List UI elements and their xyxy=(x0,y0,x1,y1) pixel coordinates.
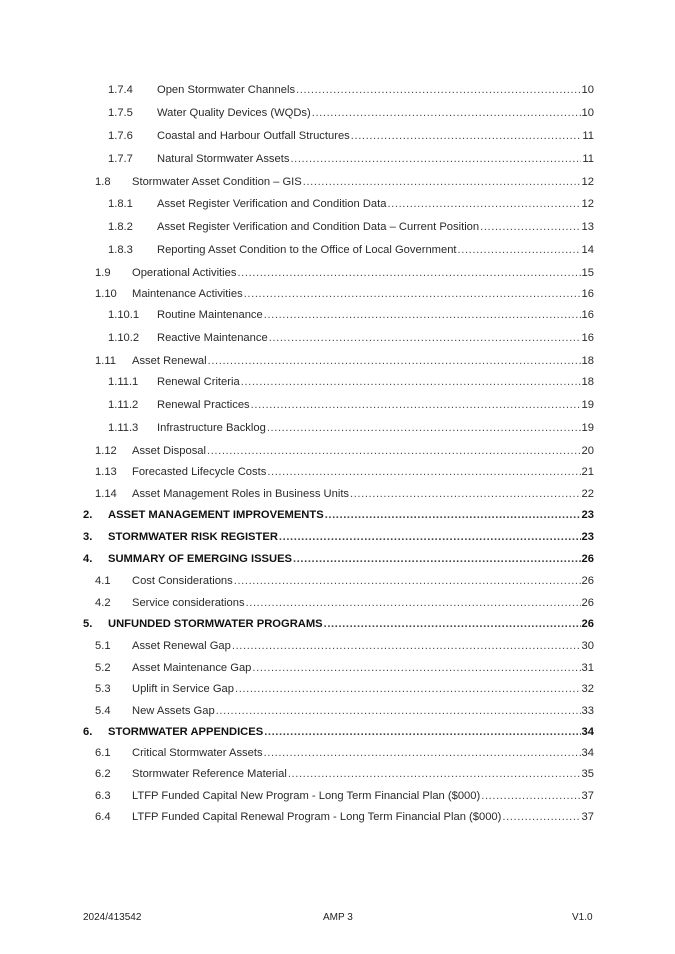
toc-entry-title: Reactive Maintenance xyxy=(157,332,268,344)
toc-entry[interactable] xyxy=(0,616,675,632)
toc-entry[interactable] xyxy=(0,420,675,436)
toc-entry-page: 26 xyxy=(581,575,594,587)
dot-leader xyxy=(252,660,580,676)
toc-entry-page: 12 xyxy=(581,198,594,210)
dot-leader xyxy=(269,330,581,346)
toc-entry-number: 1.7.7 xyxy=(108,153,133,165)
toc-entry-title: Routine Maintenance xyxy=(157,309,263,321)
toc-entry-page: 11 xyxy=(582,130,594,142)
toc-entry-number: 1.13 xyxy=(95,466,117,478)
toc-entry-page: 19 xyxy=(581,422,594,434)
toc-entry-number: 1.9 xyxy=(95,267,111,279)
toc-entry-page: 21 xyxy=(581,466,594,478)
toc-entry-title: Infrastructure Backlog xyxy=(157,422,266,434)
toc-entry-title: Cost Considerations xyxy=(132,575,233,587)
toc-entry[interactable] xyxy=(0,286,675,302)
toc-entry-number: 1.11.3 xyxy=(108,422,139,434)
dot-leader xyxy=(264,745,581,761)
toc-entry-title: STORMWATER APPENDICES xyxy=(108,726,264,738)
toc-entry[interactable] xyxy=(0,219,675,235)
toc-entry[interactable] xyxy=(0,464,675,480)
dot-leader xyxy=(244,286,581,302)
toc-entry-title: Asset Renewal xyxy=(132,355,207,367)
dot-leader xyxy=(290,151,581,167)
dot-leader xyxy=(288,766,581,782)
toc-entry[interactable] xyxy=(0,128,675,144)
dot-leader xyxy=(303,174,581,190)
toc-entry[interactable] xyxy=(0,330,675,346)
toc-entry[interactable] xyxy=(0,703,675,719)
toc-entry-title: Asset Register Verification and Condition Data – Current Position xyxy=(157,221,480,233)
toc-entry-title: Operational Activities xyxy=(132,267,237,279)
toc-entry-page: 10 xyxy=(581,84,594,96)
toc-entry-title: STORMWATER RISK REGISTER xyxy=(108,531,278,543)
toc-entry[interactable] xyxy=(0,265,675,281)
toc-entry-page: 12 xyxy=(581,176,594,188)
toc-entry-page: 19 xyxy=(581,399,594,411)
toc-entry-title: Renewal Criteria xyxy=(157,376,240,388)
toc-entry[interactable] xyxy=(0,82,675,98)
toc-entry-number: 5. xyxy=(83,618,93,630)
toc-entry-number: 2. xyxy=(83,509,93,521)
toc-entry-title: Coastal and Harbour Outfall Structures xyxy=(157,130,350,142)
toc-entry-number: 1.8.1 xyxy=(108,198,133,210)
toc-entry-title: Open Stormwater Channels xyxy=(157,84,296,96)
toc-entry-page: 33 xyxy=(581,705,594,717)
toc-entry-number: 1.8 xyxy=(95,176,111,188)
toc-entry-title: Asset Renewal Gap xyxy=(132,640,231,652)
toc-entry-number: 6.3 xyxy=(95,790,111,802)
toc-entry[interactable] xyxy=(0,105,675,121)
toc-entry-page: 13 xyxy=(581,221,594,233)
toc-entry[interactable] xyxy=(0,681,675,697)
toc-entry-number: 6.1 xyxy=(95,747,111,759)
toc-entry-title: Natural Stormwater Assets xyxy=(157,153,290,165)
toc-entry-page: 20 xyxy=(581,445,594,457)
toc-entry-page: 23 xyxy=(581,531,594,543)
dot-leader xyxy=(246,595,581,611)
toc-entry-page: 16 xyxy=(581,332,594,344)
toc-entry[interactable] xyxy=(0,638,675,654)
toc-entry-page: 34 xyxy=(581,726,594,738)
toc-entry-page: 10 xyxy=(581,107,594,119)
toc-entry-number: 1.10 xyxy=(95,288,117,300)
footer-document-id: 2024/413542 xyxy=(83,912,142,923)
toc-entry[interactable] xyxy=(0,174,675,190)
toc-entry-page: 18 xyxy=(581,376,594,388)
dot-leader xyxy=(480,219,580,235)
dot-leader xyxy=(232,638,581,654)
toc-entry[interactable] xyxy=(0,443,675,459)
toc-entry-page: 16 xyxy=(581,309,594,321)
toc-entry-title: Service considerations xyxy=(132,597,245,609)
toc-entry-title: LTFP Funded Capital New Program - Long Term Financial Plan ($000) xyxy=(132,790,481,802)
dot-leader xyxy=(264,724,580,740)
dot-leader xyxy=(241,374,581,390)
toc-entry-number: 5.2 xyxy=(95,662,111,674)
toc-entry-number: 6. xyxy=(83,726,93,738)
toc-entry-page: 26 xyxy=(581,618,594,630)
dot-leader xyxy=(458,242,581,258)
toc-entry[interactable] xyxy=(0,573,675,589)
footer-title: AMP 3 xyxy=(323,912,353,923)
toc-entry[interactable] xyxy=(0,660,675,676)
toc-entry[interactable] xyxy=(0,242,675,258)
toc-entry-title: Forecasted Lifecycle Costs xyxy=(132,466,267,478)
toc-entry-title: Maintenance Activities xyxy=(132,288,243,300)
dot-leader xyxy=(207,443,581,459)
dot-leader xyxy=(351,128,582,144)
toc-entry-title: New Assets Gap xyxy=(132,705,215,717)
toc-entry-title: UNFUNDED STORMWATER PROGRAMS xyxy=(108,618,323,630)
toc-entry-number: 1.10.2 xyxy=(108,332,140,344)
toc-entry-number: 1.8.2 xyxy=(108,221,133,233)
dot-leader xyxy=(312,105,581,121)
toc-entry[interactable] xyxy=(0,507,675,523)
toc-entry-page: 34 xyxy=(581,747,594,759)
toc-entry[interactable] xyxy=(0,529,675,545)
toc-entry-title: Stormwater Asset Condition – GIS xyxy=(132,176,302,188)
toc-entry-title: Uplift in Service Gap xyxy=(132,683,234,695)
dot-leader xyxy=(216,703,581,719)
toc-entry-number: 5.3 xyxy=(95,683,111,695)
dot-leader xyxy=(325,507,581,523)
toc-entry-title: Asset Disposal xyxy=(132,445,206,457)
toc-entry[interactable] xyxy=(0,551,675,567)
dot-leader xyxy=(251,397,581,413)
toc-entry-number: 1.11 xyxy=(95,355,116,367)
toc-entry-page: 37 xyxy=(581,811,594,823)
toc-entry-number: 1.14 xyxy=(95,488,117,500)
toc-entry-number: 1.11.1 xyxy=(108,376,139,388)
toc-entry[interactable] xyxy=(0,724,675,740)
toc-entry[interactable] xyxy=(0,486,675,502)
toc-entry-page: 26 xyxy=(581,553,594,565)
dot-leader xyxy=(267,420,581,436)
dot-leader xyxy=(387,196,580,212)
toc-entry-number: 4.1 xyxy=(95,575,111,587)
toc-entry-title: LTFP Funded Capital Renewal Program - Long Term Financial Plan ($000) xyxy=(132,811,502,823)
toc-entry[interactable] xyxy=(0,788,675,804)
toc-entry[interactable] xyxy=(0,745,675,761)
toc-entry[interactable] xyxy=(0,374,675,390)
toc-entry-page: 11 xyxy=(582,153,594,165)
toc-entry[interactable] xyxy=(0,397,675,413)
toc-entry-number: 5.1 xyxy=(95,640,111,652)
toc-entry-title: Stormwater Reference Material xyxy=(132,768,287,780)
toc-entry-page: 30 xyxy=(581,640,594,652)
dot-leader xyxy=(350,486,581,502)
toc-entry[interactable] xyxy=(0,766,675,782)
toc-entry[interactable] xyxy=(0,151,675,167)
dot-leader xyxy=(234,573,581,589)
toc-entry[interactable] xyxy=(0,353,675,369)
toc-entry-title: Asset Register Verification and Condition Data xyxy=(157,198,387,210)
toc-entry-number: 1.7.5 xyxy=(108,107,133,119)
toc-entry-number: 1.12 xyxy=(95,445,117,457)
toc-entry-title: Critical Stormwater Assets xyxy=(132,747,263,759)
toc-entry[interactable] xyxy=(0,595,675,611)
toc-entry-page: 14 xyxy=(581,244,594,256)
toc-entry-number: 5.4 xyxy=(95,705,111,717)
toc-entry-page: 23 xyxy=(581,509,594,521)
dot-leader xyxy=(293,551,581,567)
dot-leader xyxy=(208,353,581,369)
toc-entry-page: 32 xyxy=(581,683,594,695)
dot-leader xyxy=(481,788,580,804)
dot-leader xyxy=(237,265,580,281)
dot-leader xyxy=(279,529,581,545)
toc-entry-title: Asset Management Roles in Business Units xyxy=(132,488,350,500)
toc-entry-page: 15 xyxy=(581,267,594,279)
dot-leader xyxy=(502,809,580,825)
toc-entry[interactable] xyxy=(0,809,675,825)
toc-entry-title: SUMMARY OF EMERGING ISSUES xyxy=(108,553,292,565)
toc-entry-page: 16 xyxy=(581,288,594,300)
toc-entry-number: 6.4 xyxy=(95,811,111,823)
toc-entry-page: 35 xyxy=(581,768,594,780)
footer-version: V1.0 xyxy=(572,912,593,923)
toc-entry[interactable] xyxy=(0,196,675,212)
toc-entry-number: 3. xyxy=(83,531,93,543)
toc-entry-title: Asset Maintenance Gap xyxy=(132,662,252,674)
toc-entry-title: Water Quality Devices (WQDs) xyxy=(157,107,311,119)
toc-entry-page: 26 xyxy=(581,597,594,609)
dot-leader xyxy=(267,464,580,480)
toc-entry-title: Reporting Asset Condition to the Office of Local Government xyxy=(157,244,457,256)
toc-entry-page: 31 xyxy=(581,662,594,674)
toc-entry-number: 6.2 xyxy=(95,768,111,780)
toc-entry-page: 18 xyxy=(581,355,594,367)
toc-entry-title: ASSET MANAGEMENT IMPROVEMENTS xyxy=(108,509,324,521)
dot-leader xyxy=(296,82,581,98)
toc-entry-number: 1.8.3 xyxy=(108,244,133,256)
toc-entry-title: Renewal Practices xyxy=(157,399,250,411)
toc-entry-number: 1.7.6 xyxy=(108,130,133,142)
toc-entry-number: 1.10.1 xyxy=(108,309,140,321)
toc-entry-number: 1.7.4 xyxy=(108,84,133,96)
dot-leader xyxy=(324,616,581,632)
toc-entry-page: 22 xyxy=(581,488,594,500)
toc-entry-number: 1.11.2 xyxy=(108,399,139,411)
dot-leader xyxy=(235,681,581,697)
page-footer xyxy=(0,912,675,928)
toc-entry-number: 4. xyxy=(83,553,93,565)
toc-entry-number: 4.2 xyxy=(95,597,111,609)
toc-entry[interactable] xyxy=(0,307,675,323)
dot-leader xyxy=(264,307,581,323)
toc-entry-page: 37 xyxy=(581,790,594,802)
